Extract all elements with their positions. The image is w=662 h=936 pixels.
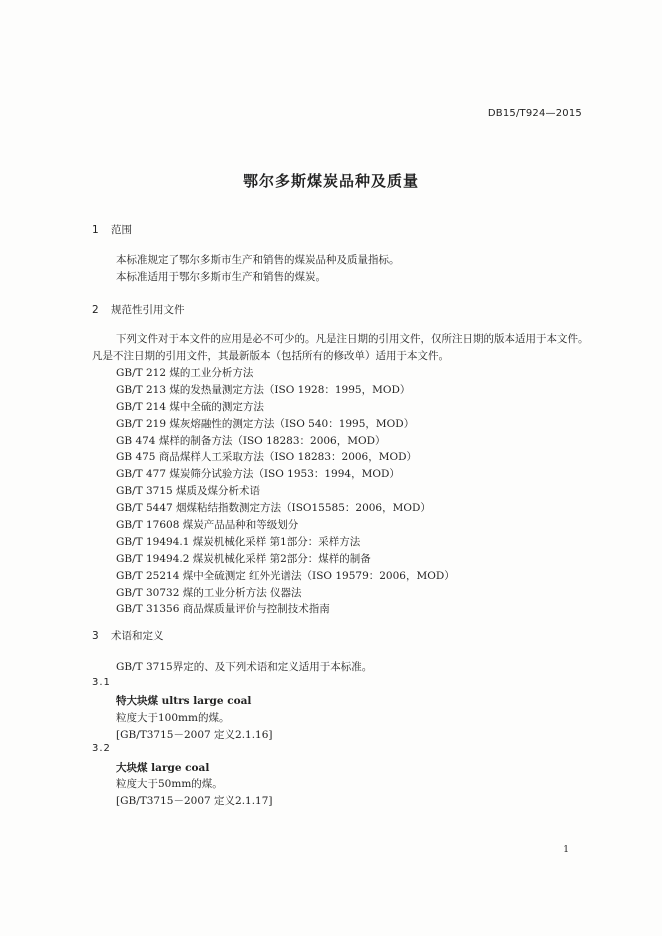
document-code: DB15/T924—2015 xyxy=(487,108,582,119)
reference-item: GB 475 商品煤样人工采取方法（ISO 18283：2006，MOD） xyxy=(116,451,418,464)
reference-item: GB/T 477 煤炭筛分试验方法（ISO 1953：1994，MOD） xyxy=(116,468,400,481)
reference-item: GB/T 213 煤的发热量测定方法（ISO 1928：1995，MOD） xyxy=(116,383,411,396)
reference-list xyxy=(116,365,455,618)
section-title: 术语和定义 xyxy=(111,630,164,642)
reference-item: GB/T 31356 商品煤质量评价与控制技术指南 xyxy=(116,603,330,616)
scope-paragraph: 本标准适用于鄂尔多斯市生产和销售的煤炭。 xyxy=(116,271,326,283)
section-number: 3 xyxy=(92,630,99,642)
scope-paragraph: 本标准规定了鄂尔多斯市生产和销售的煤炭品种及质量指标。 xyxy=(116,254,400,266)
reference-item: GB 474 煤样的制备方法（ISO 18283：2006，MOD） xyxy=(116,434,386,447)
reference-item: GB/T 25214 煤中全硫测定 红外光谱法（ISO 19579：2006，MOD） xyxy=(116,569,455,582)
reference-item: GB/T 17608 煤炭产品品种和等级划分 xyxy=(116,519,299,532)
section-heading-normative-references xyxy=(92,302,185,317)
term-definition: 粒度大于50mm的煤。 xyxy=(116,778,223,790)
term-source: [GB/T3715－2007 定义2.1.16] xyxy=(116,729,273,741)
reference-item: GB/T 3715 煤质及煤分析术语 xyxy=(116,485,261,498)
section-heading-terms-definitions xyxy=(92,628,164,643)
reference-item: GB/T 30732 煤的工业分析方法 仪器法 xyxy=(116,586,302,599)
term-definition: 粒度大于100mm的煤。 xyxy=(116,712,230,724)
page-number: 1 xyxy=(563,845,569,855)
reference-item: GB/T 212 煤的工业分析方法 xyxy=(116,367,254,379)
reference-item: GB/T 19494.1 煤炭机械化采样 第1部分：采样方法 xyxy=(116,535,361,548)
term-name: 特大块煤 ultrs large coal xyxy=(116,695,252,707)
section-number: 1 xyxy=(92,224,99,236)
section-number: 2 xyxy=(92,304,99,316)
reference-item: GB/T 219 煤灰熔融性的测定方法（ISO 540：1995，MOD） xyxy=(116,417,415,430)
clause-number: 3.1 xyxy=(92,677,111,688)
term-name: 大块煤 large coal xyxy=(116,762,210,774)
section-heading-scope xyxy=(92,222,132,237)
section-title: 范围 xyxy=(111,224,132,236)
terms-intro: GB/T 3715界定的、及下列术语和定义适用于本标准。 xyxy=(116,661,373,673)
term-source: [GB/T3715－2007 定义2.1.17] xyxy=(116,795,273,807)
reference-item: GB/T 5447 烟煤粘结指数测定方法（ISO15585：2006，MOD） xyxy=(116,502,431,515)
section-title: 规范性引用文件 xyxy=(111,304,185,316)
document-title: 鄂尔多斯煤炭品种及质量 xyxy=(242,172,419,190)
references-intro: 下列文件对于本文件的应用是必不可少的。凡是注日期的引用文件，仅所注日期的版本适用于本文件。凡是不注日期的引用文件，其最新版本（包括所有的修改单）适用于本文件。 xyxy=(92,333,589,362)
reference-item: GB/T 19494.2 煤炭机械化采样 第2部分：煤样的制备 xyxy=(116,552,371,565)
reference-item: GB/T 214 煤中全硫的测定方法 xyxy=(116,400,264,413)
clause-number: 3.2 xyxy=(92,743,111,754)
